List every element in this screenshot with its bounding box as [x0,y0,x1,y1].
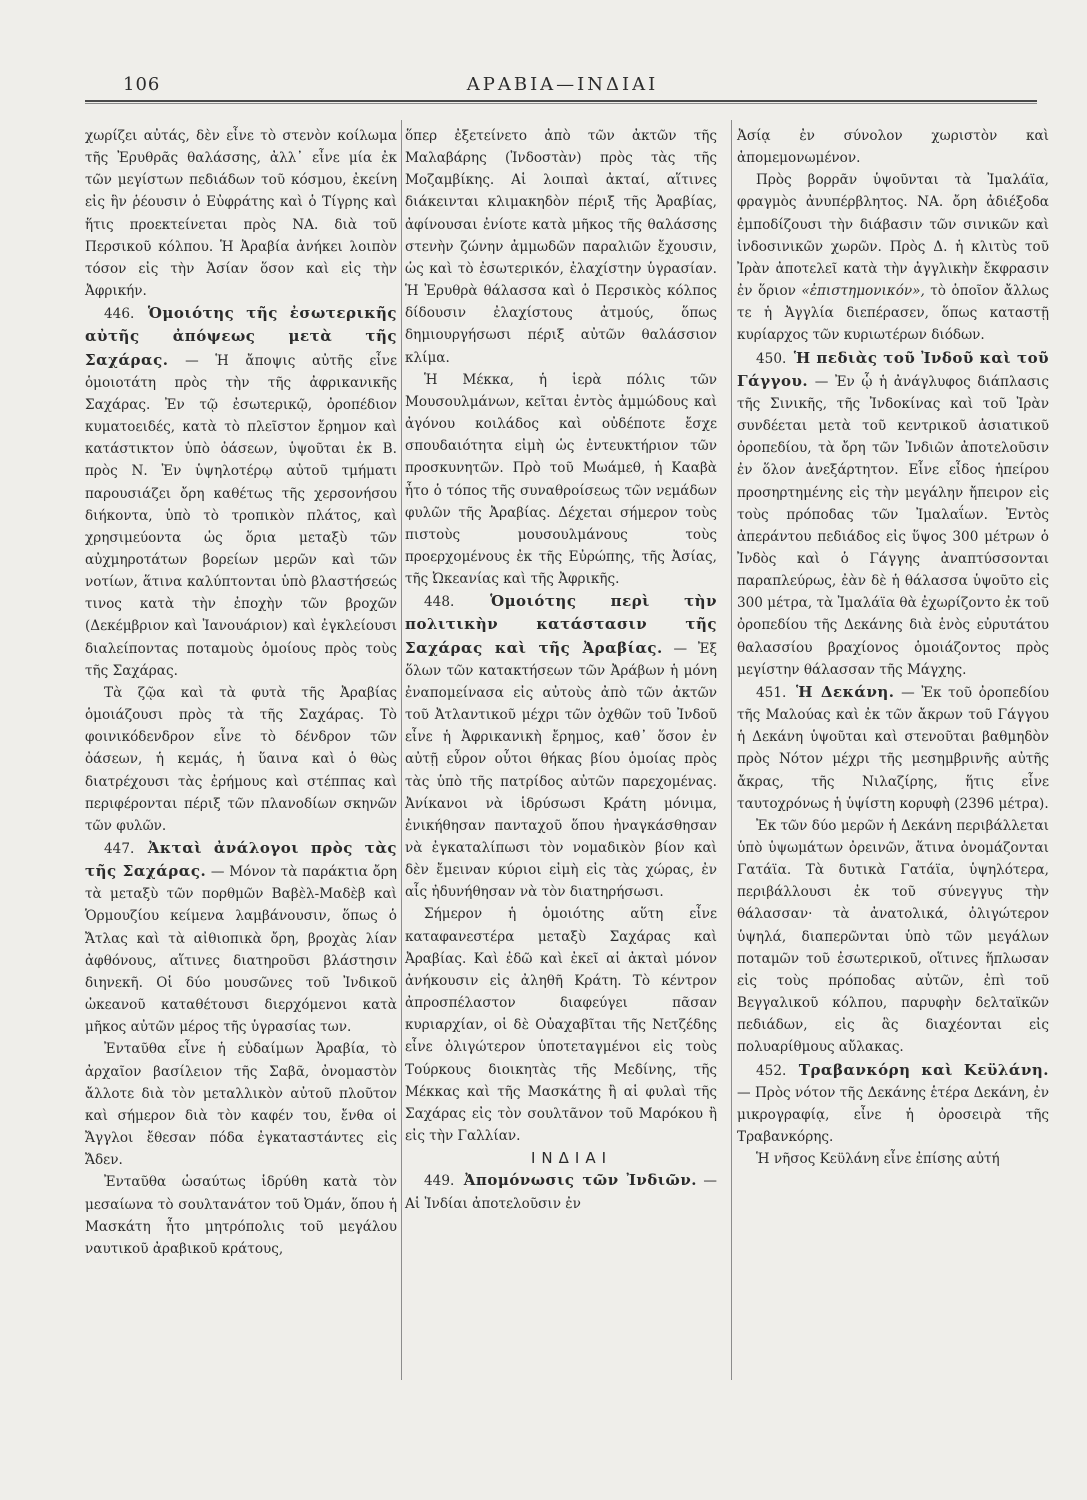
section-text: — Πρὸς νότον τῆς Δεκάνης ἑτέρα Δεκάνη, ἐν μικρογραφίᾳ, εἶνε ἡ ὀροσειρὰ τῆς Τραβανκόρης. [737,1084,1049,1146]
section-450 [737,347,1049,681]
section-text: — Μόνον τὰ παράκτια ὄρη τὰ μεταξὺ τῶν πορθμῶν Βαβὲλ-Μαδὲβ καὶ Ὁρμουζίου κείμενα λαμβάνουσιν, ὅπως ὁ Ἄτλας καὶ τὰ αἰθιοπικὰ ὄρη, βροχὰς λίαν ἀφθόνους, αἵτινες διατηροῦσι βλάστησιν διηνεκῆ. Οἱ δύο μουσῶνες τοῦ Ἰνδικοῦ ὠκεανοῦ καταθέτουσι διερχόμενοι κατὰ μῆκος αὐτῶν μέρος τῆς ὑγρασίας των. [85,864,397,1036]
section-text: — Ἐξ ὅλων τῶν κατακτήσεων τῶν Ἀράβων ἡ μόνη ἐναπομείνασα εἰς αὐτοὺς ἀπὸ τῶν ἀκτῶν τοῦ Ἀτλαντικοῦ μέχρι τῶν ὀχθῶν τοῦ Ἰνδοῦ εἶνε ἡ Ἀφρικανικὴ ἔρημος, καθ᾽ ὅσον ἐν αὐτῇ εὗρον οὗτοι θήκας βίου ὁμοίας πρὸς τὰς ὑπὸ τῆς πατρίδος αὐτῶν παρεχομένας. Ἀνίκανοι νὰ ἱδρύσωσι Κράτη μόνιμα, ἐνικήθησαν πανταχοῦ ὅπου ἠναγκάσθησαν νὰ ἐγκαταλίπωσι τὸν νομαδικὸν βίον καὶ δὲν ἔμειναν κύριοι εἰμὴ εἰς τὰς χώρας, ἐν αἷς ἠδυνήθησαν νὰ τὸν διατηρήσωσι. [405,640,717,901]
running-head: ΑΡΑΒΙΑ—ΙΝΔΙΑΙ [466,74,659,95]
paragraph: Ἀσίᾳ ἐν σύνολον χωριστὸν καὶ ἀπομεμονωμένον. [737,128,1049,167]
section-448 [405,590,717,903]
paragraph: Ἐνταῦθα εἶνε ἡ εὐδαίμων Ἀραβία, τὸ ἀρχαῖον βασίλειον τῆς Σαβᾶ, ὀνομαστὸν ἄλλοτε διὰ τὸν μεταλλικὸν αὐτοῦ πλοῦτον καὶ σήμερον διὰ τὸν καφέν του, ἔνθα οἱ Ἄγγλοι ἔθεσαν πόδα ἐγκαταστάντες εἰς Ἄδεν. [85,1041,397,1169]
section-title: Ὁμοιότης περὶ τὴν πολιτικὴν κατάστασιν τῆς Σαχάρας καὶ τῆς Ἀραβίας. [405,592,717,657]
emphasis-text: «ἐπιστημονικόν», [801,283,925,300]
section-451 [737,681,1049,815]
section-text: — Ἡ ἄποψις αὐτῆς εἶνε ὁμοιοτάτη πρὸς τὴν τῆς ἀφρικανικῆς Σαχάρας. Ἐν τῷ ἐσωτερικῷ, ὀροπέδιον κυματοειδές, κατὰ τὸ πλεῖστον ἔρημον καὶ κατάστικτον ὑπὸ ὀάσεων, ὑψοῦται ἐκ Β. πρὸς Ν. Ἐν ὑψηλοτέρῳ αὐτοῦ τμήματι παρουσιάζει ὄρη καθέτως τῆς χερσονήσου διήκοντα, ὑπὸ τὸ τροπικὸν πλάτος, καὶ χρησιμεύοντα ὡς ὅρια μεταξὺ τῶν αὐχμηροτάτων βορείων μερῶν καὶ τῶν νοτίων, ἅτινα καλύπτονται ὑπὸ βλαστήσεώς τινος κατὰ τὴν ἐποχὴν τῶν βροχῶν (Δεκέμβριον καὶ Ἰανουάριον) καὶ ἐγκλείουσι διαλείποντας ποταμοὺς ὁμοίους πρὸς τοὺς τῆς Σαχάρας. [85,352,397,679]
section-number: 449. [424,1173,455,1190]
header-rule-thin [85,103,1037,104]
page-number: 106 [123,74,161,95]
section-number: 447. [104,841,135,857]
paragraph: Σήμερον ἡ ὁμοιότης αὕτη εἶνε καταφανεστέρα μεταξὺ Σαχάρας καὶ Ἀραβίας. Καὶ ἐδῶ καὶ ἐκεῖ αἱ ἀκταὶ μόνον ἀνήκουσιν εἰς ἀληθῆ Κράτη. Τὸ κέντρον ἀπροσπέλαστον διαφεύγει πᾶσαν κυριαρχίαν, οἱ δὲ Οὐαχαβῖται τῆς Νετζέδης εἶνε ὀλιγώτερον ὑποτεταγμένοι εἰς τοὺς Τούρκους διοικητὰς τῆς Μεδίνης, τῆς Μέκκας καὶ τῆς Μασκάτης ἢ αἱ φυλαὶ τῆς Σαχάρας εἰς τὸν σουλτᾶνον τοῦ Μαρόκου ἢ εἰς τὴν Γαλλίαν. [405,906,717,1145]
column-divider [731,120,732,1380]
header-rule [85,100,1037,102]
paragraph: ὅπερ ἐξετείνετο ἀπὸ τῶν ἀκτῶν τῆς Μαλαβάρης (Ἰνδοστὰν) πρὸς τὰς τῆς Μοζαμβίκης. Αἱ λοιπαὶ ἀκταί, αἵτινες διάκεινται κλιμακηδὸν πέριξ τῆς Ἀραβίας, ἀφίνουσαι ἐνίοτε κατὰ μῆκος τῆς θαλάσσης στενὴν ζώνην ἀμμωδῶν παραλιῶν ἔχουσιν, ὡς καὶ τὸ ἐσωτερικόν, ἐλαχίστην ὑγρασίαν. Ἡ Ἐρυθρὰ θάλασσα καὶ ὁ Περσικὸς κόλπος δίδουσιν ἐλαχίστους ἀτμούς, ὅπως δημιουργήσωσι πέριξ αὐτῶν θαλάσσιον κλίμα. [405,128,717,366]
paragraph: Ἐνταῦθα ὡσαύτως ἱδρύθη κατὰ τὸν μεσαίωνα τὸ σουλτανάτον τοῦ Ὀμάν, ὅπου ἡ Μασκάτη ἦτο μητρόπολις τοῦ μεγάλου ναυτικοῦ ἀραβικοῦ κράτους, [85,1174,397,1257]
section-title: Ἀκταὶ ἀνάλογοι πρὸς τὰς τῆς Σαχάρας. [85,839,397,881]
column-divider [401,120,402,1380]
column-middle [405,125,717,1215]
section-number: 451. [756,684,787,701]
column-right [737,125,1049,1170]
paragraph-text: Πρὸς βορρᾶν ὑψοῦνται τὰ Ἰμαλάϊα, φραγμὸς ἀνυπέρβλητος. ΝΑ. ὄρη ἀδιέξοδα ἐμποδίζουσι τὴν διάβασιν τῶν σινικῶν καὶ ἰνδοσινικῶν χωρῶν. Πρὸς Δ. ἡ κλιτὺς τοῦ Ἰρὰν ἀποτελεῖ κατὰ τὴν ἀγγλικὴν ἔκφρασιν ἐν ὅριον [737,172,1049,300]
section-title: Ἡ πεδιὰς τοῦ Ἰνδοῦ καὶ τοῦ Γάγγου. [737,348,1049,390]
paragraph: Ἡ νῆσος Κεϋλάνη εἶνε ἐπίσης αὐτή [756,1151,1000,1168]
column-left [85,125,397,1260]
paragraph: Ἐκ τῶν δύο μερῶν ἡ Δεκάνη περιβάλλεται ὑπὸ ὑψωμάτων ὀρεινῶν, ἅτινα ὀνομάζονται Γατάϊα. Τὰ δυτικὰ Γατάϊα, ὑψηλότερα, περιβάλλουσι ἐκ τοῦ σύνεγγυς τὴν θάλασσαν· τὰ ἀνατολικά, ὀλιγώτερον ὑψηλά, διαπερῶνται ὑπὸ τῶν μεγάλων ποταμῶν τοῦ ἐσωτερικοῦ, οἵτινες ἥπλωσαν εἰς τοὺς πρόποδας αὐτῶν, ἐπὶ τοῦ Βεγγαλικοῦ κόλπου, παρυφὴν δελταϊκῶν πεδιάδων, εἰς ἃς διαχέονται εἰς πολυαρίθμους αὔλακας. [737,817,1049,1056]
section-number: 450. [756,350,787,367]
section-text: — Αἱ Ἰνδίαι ἀποτελοῦσιν ἐν [405,1173,717,1212]
section-number: 448. [424,594,455,611]
section-title: Τραβανκόρη καὶ Κεϋλάνη. [798,1060,1049,1079]
section-text: — Ἐν ᾧ ἡ ἀνάγλυφος διάπλασις τῆς Σινικῆς, τῆς Ἰνδοκίνας καὶ τοῦ Ἰρὰν συνδέεται μετὰ τοῦ κεντρικοῦ ἀσιατικοῦ ὀροπεδίου, τὰ ὄρη τῶν Ἰνδιῶν ἀποτελοῦσιν ἐν ὅλον ἀνεξάρτητον. Εἶνε εἶδος ἡπείρου προσηρτημένης εἰς τὴν μεγάλην ἤπειρον εἰς τοὺς πρόποδας τῶν Ἰμαλαΐων. Ἐντὸς ἀπεράντου πεδιάδος εἰς ὕψος 300 μέτρων ὁ Ἰνδὸς καὶ ὁ Γάγγης ἀναπτύσσονται παραπλεύρως, ἐὰν δὲ ἡ θάλασσα ὑψοῦτο εἰς 300 μέτρα, τὰ Ἰμαλάϊα θὰ ἐχωρίζοντο ἐκ τοῦ ὀροπεδίου τῆς Δεκάνης διὰ ἑνὸς εὐρυτάτου θαλασσίου βραχίονος ὁμοιάζοντος πρὸς μεγίστην θάλασσαν τῆς Μάγχης. [737,373,1049,678]
paragraph: Τὰ ζῷα καὶ τὰ φυτὰ τῆς Ἀραβίας ὁμοιάζουσι πρὸς τὰ τῆς Σαχάρας. Τὸ φοινικόδενδρον εἶνε τὸ δένδρον τῶν ὀάσεων, ἡ κεμάς, ἡ ὕαινα καὶ ὁ θὼς διατρέχουσι τὰς ἐρήμους καὶ στέππας καὶ περιφέρονται πέριξ τῶν πλανοδίων σκηνῶν τῶν φυλῶν. [85,684,397,834]
section-text: — Ἐκ τοῦ ὀροπεδίου τῆς Μαλούας καὶ ἐκ τῶν ἄκρων τοῦ Γάγγου ἡ Δεκάνη ὑψοῦται καὶ στενοῦται βαθμηδὸν πρὸς Νότον μέχρι τῆς μεσημβρινῆς αὐτῆς ἄκρας, τῆς Νιλαζίρης, ἥτις εἶνε ταυτοχρόνως ἡ ὑψίστη κορυφὴ (2396 μέτρα). [737,684,1049,812]
section-title: Ἀπομόνωσις τῶν Ἰνδιῶν. [463,1171,697,1190]
page-header [95,72,1030,102]
section-title: Ὁμοιότης τῆς ἐσωτερικῆς αὐτῆς ἀπόψεως μετὰ τῆς Σαχάρας. [85,304,397,369]
chapter-heading: ΙΝΔΙΑΙ [530,1149,612,1168]
section-title: Ἡ Δεκάνη. [795,682,895,701]
paragraph-text: τὸ ὁποῖον ἄλλως τε ἡ Ἀγγλία διεπέρασεν, ὅπως καταστῇ κυρίαρχος τῶν κυριωτέρων διόδων. [737,283,1049,344]
section-number: 446. [104,306,135,323]
paragraph: χωρίζει αὐτάς, δὲν εἶνε τὸ στενὸν κοίλωμα τῆς Ἐρυθρᾶς θαλάσσης, ἀλλ᾽ εἶνε μία ἐκ τῶν μεγίστων πεδιάδων τοῦ κόσμου, ἐκείνη εἰς ἣν ῥέουσιν ὁ Εὐφράτης καὶ ὁ Τίγρης καὶ ἥτις προεκτείνεται πρὸς ΝΑ. διὰ τοῦ Περσικοῦ κόλπου. Ἡ Ἀραβία ἀνήκει λοιπὸν τόσον εἰς τὴν Ἀσίαν ὅσον καὶ εἰς τὴν Ἀφρικήν. [85,128,397,300]
paragraph: Ἡ Μέκκα, ἡ ἱερὰ πόλις τῶν Μουσουλμάνων, κεῖται ἐντὸς ἀμμώδους καὶ ἀγόνου κοιλάδος καὶ οὐδέποτε ἔσχε σπουδαιότητα εἰμὴ ὡς ἐντευκτήριον τῶν προσκυνητῶν. Πρὸ τοῦ Μωάμεθ, ἡ Κααβὰ ἦτο ὁ τόπος τῆς συναθροίσεως τῶν νεμάδων φυλῶν τῆς Ἀραβίας. Δέχεται σήμερον τοὺς πιστοὺς μουσουλμάνους τοὺς προερχομένους ἐκ τῆς Εὐρώπης, τῆς Ἀσίας, τῆς Ὠκεανίας καὶ τῆς Ἀφρικῆς. [405,371,717,588]
section-449 [405,1169,717,1214]
paragraph [737,169,1049,346]
section-446 [85,302,397,682]
section-452 [737,1059,1049,1149]
section-number: 452. [756,1062,787,1079]
section-447 [85,837,397,1038]
